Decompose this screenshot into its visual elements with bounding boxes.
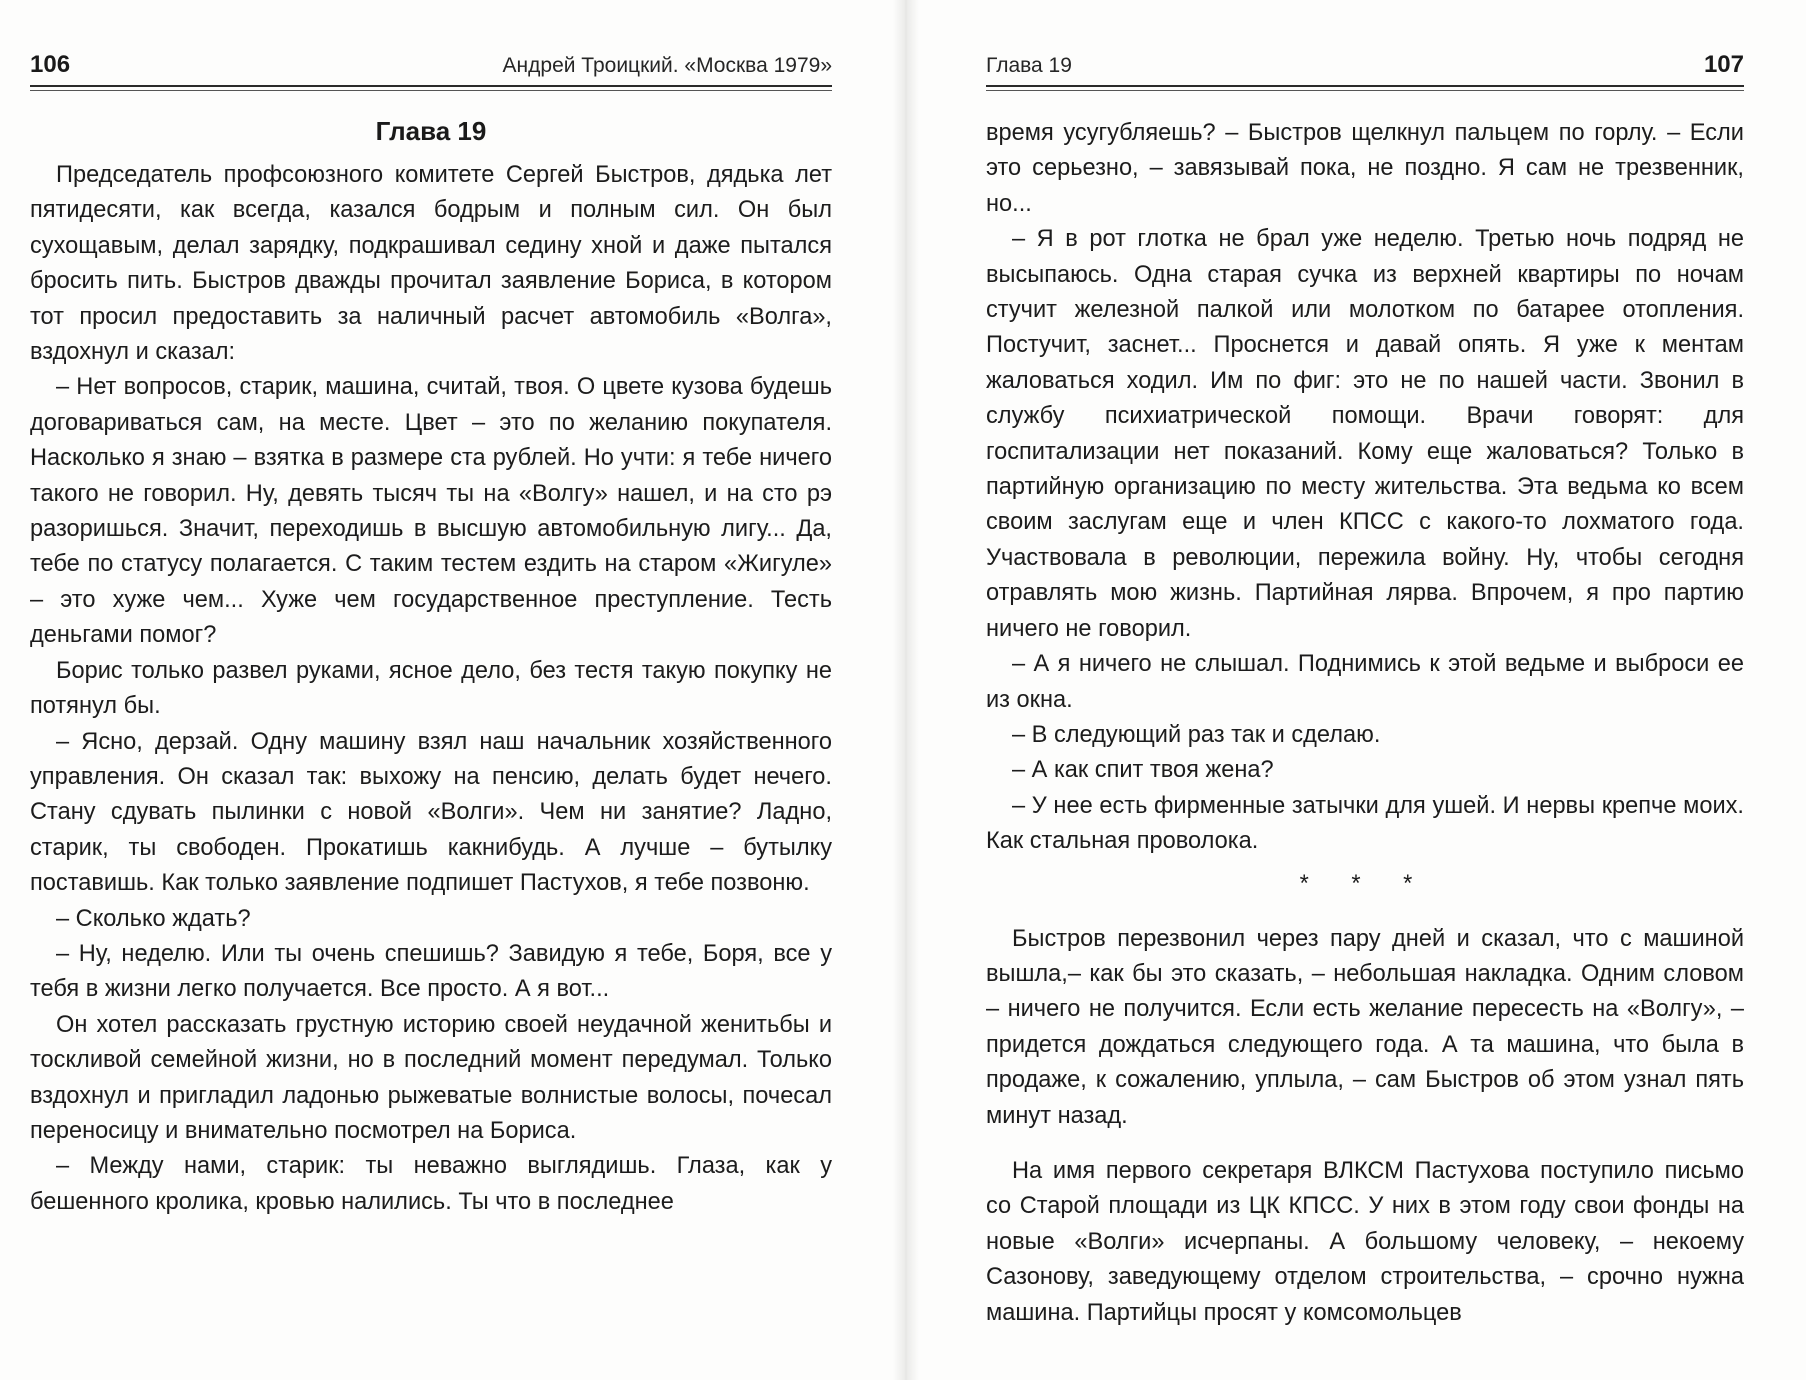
paragraph: – Ну, неделю. Или ты очень спешишь? Завидую я тебе, Боря, все у тебя в жизни легко получается. Все просто. А я вот... xyxy=(30,940,832,1003)
paragraph: Борис только развел руками, ясное дело, без тестя такую покупку не потянул бы. xyxy=(30,657,832,720)
left-running-head-title: Андрей Троицкий. «Москва 1979» xyxy=(502,54,832,77)
left-running-head xyxy=(30,48,832,84)
paragraph: – А как спит твоя жена? xyxy=(1012,757,1274,784)
left-header-rule-thin xyxy=(30,90,832,91)
paragraph: – А я ничего не слышал. Поднимись к этой ведьме и выброси ее из окна. xyxy=(986,651,1744,713)
book-gutter xyxy=(893,0,919,1380)
section-break: * * * xyxy=(1299,870,1431,897)
right-header-rule xyxy=(986,85,1744,87)
paragraph: Быстров перезвонил через пару дней и сказал, что с машиной вышла,– как бы это сказать, – небольшая накладка. Одним словом – ничего не получится. Если есть желание пересесть на «Волгу», – придется дождаться следующего года. А та машина, что была в продаже, к сожалению, уплыла, – сам Быстров об этом узнал пять минут назад. xyxy=(986,925,1744,1129)
left-page xyxy=(30,0,832,1380)
paragraph: Он хотел рассказать грустную историю своей неудачной женитьбы и тоскливой семейной жизни, но в последний момент передумал. Только вздохнул и пригладил ладонью рыжеватые волнистые волосы, почесал переносицу и внимательно посмотрел на Бориса. xyxy=(30,1011,832,1144)
left-header-rule xyxy=(30,85,832,87)
chapter-title: Глава 19 xyxy=(375,116,487,146)
right-page xyxy=(986,0,1744,1380)
left-page-number: 106 xyxy=(30,51,71,78)
paragraph: Председатель профсоюзного комитете Сергей Быстров, дядька лет пятидесяти, как всегда, казался бодрым и полным сил. Он был сухощавым, делал зарядку, подкрашивал седину хной и даже пытался бросить пить. Быстров дважды прочитал заявление Бориса, в котором тот просил предоставить за наличный расчет автомобиль «Волга», вздохнул и сказал: xyxy=(30,162,832,366)
paragraph: – В следующий раз так и сделаю. xyxy=(1012,721,1381,748)
left-body-text xyxy=(30,158,832,1220)
paragraph: На имя первого секретаря ВЛКСМ Пастухова поступило письмо со Старой площади из ЦК КПСС. У них в этом году свои фонды на новые «Волги» исчерпаны. А большому человеку, – некоему Сазонову, заведующему отделом строительства, – срочно нужна машина. Партийцы просят у комсомольцев xyxy=(986,1157,1744,1326)
paragraph: – Ясно, дерзай. Одну машину взял наш начальник хозяйственного управления. Он сказал так: выхожу на пенсию, делать будет нечего. Стану сдувать пылинки с новой «Волги». Чем ни занятие? Ладно, старик, ты свободен. Прокатишь какнибудь. А лучше – бутылку поставишь. Как только заявление подпишет Пастухов, я тебе позвоню. xyxy=(30,728,832,897)
right-running-head-title: Глава 19 xyxy=(986,54,1072,77)
paragraph: – Между нами, старик: ты неважно выглядишь. Глаза, как у бешенного кролика, кровью налились. Ты что в последнее xyxy=(30,1153,832,1215)
paragraph: – У нее есть фирменные затычки для ушей. И нервы крепче моих. Как стальная проволока. xyxy=(986,792,1744,855)
right-body-text xyxy=(986,116,1744,1331)
paragraph: – Нет вопросов, старик, машина, считай, твоя. О цвете кузова будешь договариваться сам, на месте. Цвет – это по желанию покупателя. Насколько я знаю – взятка в размере ста рублей. Но учти: я тебе ничего такого не говорил. Ну, девять тысяч ты на «Волгу» нашел, и на сто рэ разоришься. Значит, переходишь в высшую автомобильную лигу... Да, тебе по статусу полагается. С таким тестем ездить на старом «Жигуле» – это хуже чем... Хуже чем государственное преступление. Тесть деньгами помог? xyxy=(30,374,832,649)
paragraph: – Сколько ждать? xyxy=(56,905,251,932)
right-running-head xyxy=(986,48,1744,84)
right-header-rule-thin xyxy=(986,90,1744,91)
paragraph: время усугубляешь? – Быстров щелкнул пальцем по горлу. – Если это серьезно, – завязывай пока, не поздно. Я сам не трезвенник, но... xyxy=(986,120,1744,217)
right-page-number: 107 xyxy=(1703,51,1744,78)
paragraph: – Я в рот глотка не брал уже неделю. Третью ночь подряд не высыпаюсь. Одна старая сучка из верхней квартиры по ночам стучит железной палкой или молотком по батарее отопления. Постучит, заснет... Проснется и давай опять. Я уже к ментам жаловаться ходил. Им по фиг: это не по нашей части. Звонил в службу психиатрической помощи. Врачи говорят: для госпитализации нет показаний. Кому еще жаловаться? Только в партийную организацию по месту жительства. Эта ведьма ко всем своим заслугам еще и член КПСС с какого-то лохматого года. Участвовала в революции, пережила войну. Ну, чтобы сегодня отравлять мою жизнь. Партийная лярва. Впрочем, я про партию ничего не говорил. xyxy=(986,226,1744,642)
